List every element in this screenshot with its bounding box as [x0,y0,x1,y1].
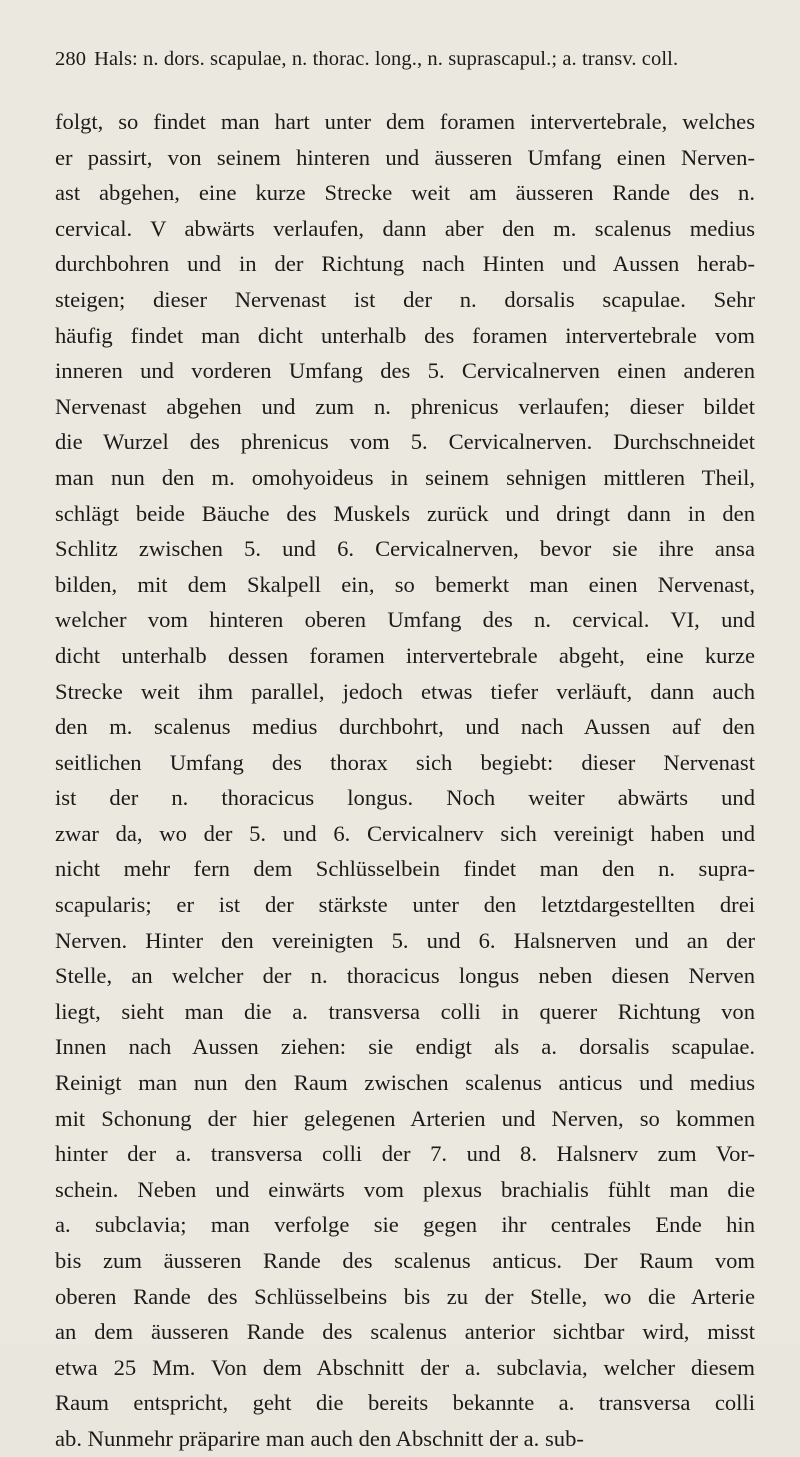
text-line: ast abgehen, eine kurze Strecke weit am äusseren Rande des n. [55,180,755,206]
text-line: er passirt, von seinem hinteren und äusseren Umfang einen Nerven- [55,144,755,170]
text-line: bilden, mit dem Skalpell ein, so bemerkt man einen Nervenast, [55,571,755,597]
text-line: Stelle, an welcher der n. thoracicus longus neben diesen Nerven [55,963,755,989]
text-line: zwar da, wo der 5. und 6. Cervicalnerv sich vereinigt haben und [55,820,755,846]
text-line: seitlichen Umfang des thorax sich begiebt: dieser Nervenast [55,749,755,775]
text-line: Strecke weit ihm parallel, jedoch etwas tiefer verläuft, dann auch [55,678,755,704]
running-head [55,48,755,71]
text-line: dicht unterhalb dessen foramen intervertebrale abgeht, eine kurze [55,642,755,668]
text-line: folgt, so findet man hart unter dem foramen intervertebrale, welches [55,109,755,134]
page-number: 280 [55,48,87,70]
text-line: Innen nach Aussen ziehen: sie endigt als a. dorsalis scapulae. [55,1034,755,1060]
body-text [55,104,755,1457]
running-title: Hals: n. dors. scapulae, n. thorac. long., n. suprascapul.; a. transv. coll. [94,48,679,70]
text-line: man nun den m. omohyoideus in seinem sehnigen mittleren Theil, [55,464,755,490]
text-line: an dem äusseren Rande des scalenus anterior sichtbar wird, misst [55,1319,755,1345]
text-line: die Wurzel des phrenicus vom 5. Cervicalnerven. Durchschneidet [55,429,755,455]
text-line: etwa 25 Mm. Von dem Abschnitt der a. subclavia, welcher diesem [55,1354,755,1380]
text-line: oberen Rande des Schlüsselbeins bis zu der Stelle, wo die Arterie [55,1283,755,1309]
text-line: scapularis; er ist der stärkste unter den letztdargestellten drei [55,892,755,918]
text-line: Raum entspricht, geht die bereits bekannte a. transversa colli [55,1390,755,1416]
text-line: liegt, sieht man die a. transversa colli in querer Richtung von [55,998,755,1024]
text-line: steigen; dieser Nervenast ist der n. dorsalis scapulae. Sehr [55,286,755,312]
text-line: Nervenast abgehen und zum n. phrenicus verlaufen; dieser bildet [55,393,755,419]
text-line: inneren und vorderen Umfang des 5. Cervicalnerven einen anderen [55,358,755,384]
text-line: ab. Nunmehr präparire man auch den Abschnitt der a. sub- [55,1425,584,1451]
text-line: hinter der a. transversa colli der 7. und 8. Halsnerv zum Vor- [55,1141,755,1167]
text-line: durchbohren und in der Richtung nach Hinten und Aussen herab- [55,251,755,277]
text-line: cervical. V abwärts verlaufen, dann aber den m. scalenus medius [55,215,755,241]
text-line: schein. Neben und einwärts vom plexus brachialis fühlt man die [55,1176,755,1202]
text-line: ist der n. thoracicus longus. Noch weiter abwärts und [55,785,755,811]
text-line: Reinigt man nun den Raum zwischen scalenus anticus und medius [55,1070,755,1096]
text-line: bis zum äusseren Rande des scalenus anticus. Der Raum vom [55,1248,755,1273]
text-line: Schlitz zwischen 5. und 6. Cervicalnerven, bevor sie ihre ansa [55,536,755,562]
text-line: a. subclavia; man verfolge sie gegen ihr centrales Ende hin [55,1212,755,1238]
text-line: Nerven. Hinter den vereinigten 5. und 6. Halsnerven und an der [55,927,755,953]
text-line: mit Schonung der hier gelegenen Arterien und Nerven, so kommen [55,1105,755,1131]
text-line: schlägt beide Bäuche des Muskels zurück und dringt dann in den [55,500,755,526]
text-line: nicht mehr fern dem Schlüsselbein findet man den n. supra- [55,856,755,882]
text-line: den m. scalenus medius durchbohrt, und nach Aussen auf den [55,714,755,740]
text-line: welcher vom hinteren oberen Umfang des n. cervical. VI, und [55,607,755,633]
text-line: häufig findet man dicht unterhalb des foramen intervertebrale vom [55,322,755,348]
